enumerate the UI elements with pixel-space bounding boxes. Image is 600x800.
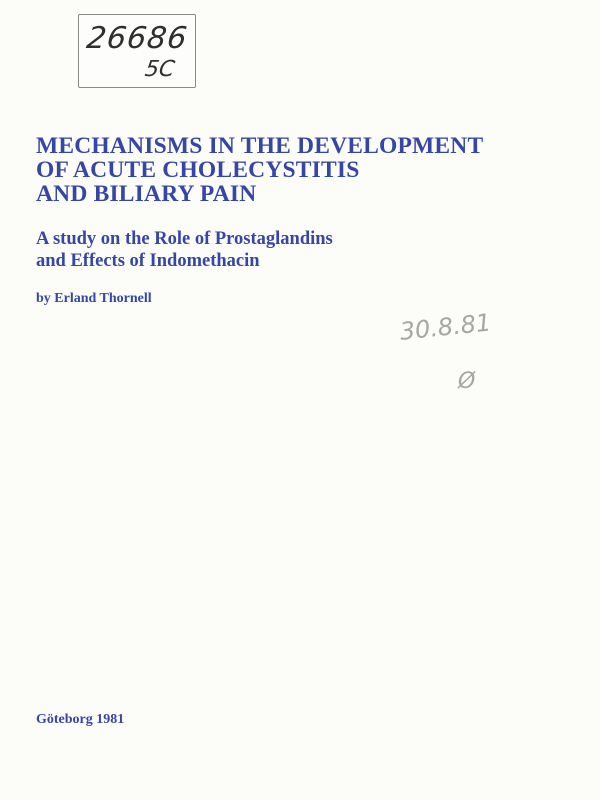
subtitle-line: and Effects of Indomethacin [36,251,260,271]
page-subtitle [36,228,576,272]
pencil-annotation [396,300,546,400]
handwritten-catalog-number: 26686 [84,21,190,56]
handwritten-catalog-code: 5C [143,57,177,82]
title-line: AND BILIARY PAIN [36,181,257,207]
author-line: by Erland Thornell [36,291,152,306]
pencil-mark-symbol: Ø [458,369,476,394]
pencil-date: 30.8.81 [398,308,493,346]
publication-imprint: Göteborg 1981 [36,712,125,727]
page-title [36,134,576,206]
handwritten-catalog-label [78,14,196,88]
subtitle-line: A study on the Role of Prostaglandins [36,229,333,249]
title-line: OF ACUTE CHOLECYSTITIS [36,157,360,183]
title-line: MECHANISMS IN THE DEVELOPMENT [36,133,484,159]
